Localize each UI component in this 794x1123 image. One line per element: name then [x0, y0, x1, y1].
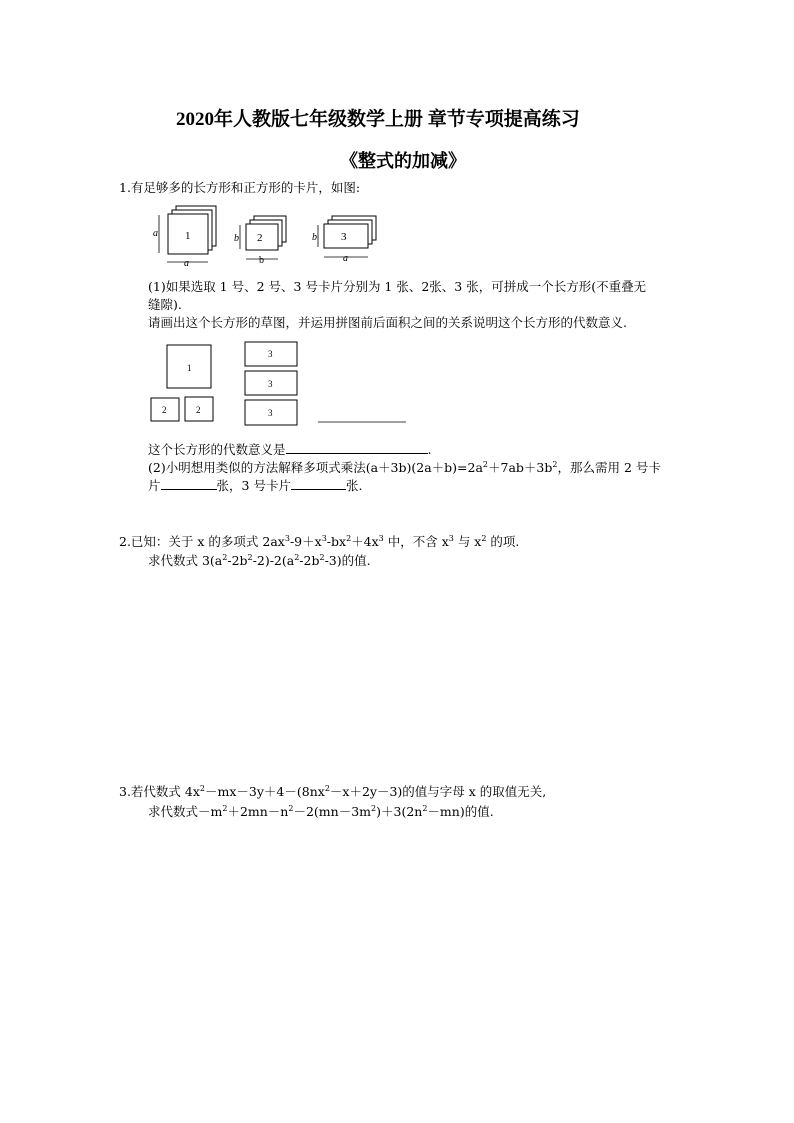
- card-1-side-a: a: [153, 228, 158, 239]
- q2-sup: 2: [346, 533, 352, 543]
- q2-stem: [119, 534, 519, 550]
- card-1-label: 1: [185, 230, 191, 242]
- q1-card3-count-blank[interactable]: [291, 478, 346, 490]
- card-1-bottom-a: a: [184, 258, 189, 269]
- card-2-bottom-b: b: [259, 255, 264, 266]
- q1-part1-line3: 请画出这个长方形的草图，并运用拼图前后面积之间的关系说明这个长方形的代数意义.: [148, 315, 627, 330]
- sketch-rect-3b-label: 3: [268, 379, 273, 389]
- q1-sketch-figure: [148, 340, 410, 430]
- q3-stem-part: －x＋2y－3)的值与字母 x 的取值无关,: [329, 784, 547, 799]
- sketch-rect-3a-label: 3: [268, 349, 273, 359]
- q2-ask-part: 求代数式 3(a: [148, 553, 223, 568]
- q2-sup: 2: [481, 533, 487, 543]
- q2-stem-part: 2.已知：关于 x 的多项式 2ax: [119, 534, 285, 549]
- q3-sup: 2: [199, 783, 205, 793]
- q1-cards-figure: [148, 203, 378, 269]
- q2-stem-part: -9＋x: [289, 534, 322, 549]
- page-subtitle: 《整式的加减》: [340, 151, 466, 171]
- q1-part2-post: ，那么需用 2 号卡: [557, 460, 661, 475]
- q1-meaning-blank[interactable]: [286, 442, 428, 454]
- card-1-stack: [168, 206, 216, 254]
- q3-sup: 2: [288, 803, 294, 813]
- card-2-side-b: b: [234, 233, 239, 244]
- q2-ask-part: -2b: [227, 553, 248, 568]
- q2-sup: 2: [294, 552, 300, 562]
- q1-part2-line2-a: 片: [148, 478, 161, 493]
- q2-sup: 3: [321, 533, 327, 543]
- q3-ask-part: －2(mn－3m: [293, 804, 372, 819]
- q2-sup: 2: [222, 552, 228, 562]
- q3-stem: [119, 784, 546, 800]
- q1-meaning-end: .: [427, 442, 432, 457]
- q2-ask-part: -3)的值.: [324, 553, 371, 568]
- q2-sup: 3: [284, 533, 290, 543]
- q1-part2-pre: (2)小明想用类似的方法解释多项式乘法(a＋3b)(2a＋b)=2a: [148, 460, 483, 475]
- q1-stem: 1.有足够多的长方形和正方形的卡片，如图:: [119, 180, 361, 195]
- q2-stem-part: ＋4x: [351, 534, 379, 549]
- q3-ask-part: －mn)的值.: [427, 804, 494, 819]
- q1-part2-line1: [148, 460, 661, 476]
- q1-part2-mid: ＋7ab＋3b: [488, 460, 553, 475]
- q1-part2-sup-a: 2: [482, 459, 489, 469]
- card-3-side-b: b: [312, 232, 317, 243]
- q1-meaning-label: 这个长方形的代数意义是: [148, 442, 286, 457]
- q2-ask: [148, 553, 371, 569]
- card-3-label: 3: [341, 231, 347, 243]
- sketch-square-1-label: 1: [187, 363, 192, 373]
- card-3-stack: [324, 216, 376, 248]
- q1-meaning-line: [148, 442, 432, 458]
- q2-stem-part: 与 x: [453, 534, 482, 549]
- q2-ask-part: -2b: [299, 553, 320, 568]
- page-title: 2020年人教版七年级数学上册 章节专项提高练习: [176, 109, 580, 130]
- sketch-rect-3c-label: 3: [268, 408, 273, 418]
- q3-sup: 2: [371, 803, 377, 813]
- q3-ask: [148, 804, 494, 820]
- q3-ask-part: )＋3(2n: [376, 804, 423, 819]
- q1-card2-count-blank[interactable]: [161, 478, 217, 490]
- q1-part2-line2-c: 张.: [345, 478, 363, 493]
- q1-part2-sup-b: 2: [552, 459, 558, 469]
- q2-sup: 2: [319, 552, 325, 562]
- q3-ask-part: 求代数式－m: [148, 804, 223, 819]
- q3-ask-part: ＋2mn－n: [227, 804, 289, 819]
- q3-sup: 2: [422, 803, 428, 813]
- q1-part2-line2-b: 张，3 号卡片: [216, 478, 291, 493]
- q3-stem-part: －mx－3y＋4－(8nx: [205, 784, 325, 799]
- q1-part1-line2: 缝隙).: [148, 297, 182, 312]
- q1-part2-line2: [148, 478, 362, 494]
- sketch-card-2a-label: 2: [162, 405, 167, 415]
- q2-sup: 3: [448, 533, 454, 543]
- q2-sup: 2: [247, 552, 253, 562]
- q2-ask-part: -2)-2(a: [252, 553, 295, 568]
- sketch-card-2b-label: 2: [196, 405, 201, 415]
- q2-stem-part: 的项.: [486, 534, 520, 549]
- q3-sup: 2: [222, 803, 228, 813]
- q3-sup: 2: [324, 783, 330, 793]
- card-2-stack: [246, 216, 286, 250]
- q1-part1-line1: (1)如果选取 1 号、2 号、3 号卡片分别为 1 张、2张、3 张，可拼成一个长方形(不重叠无: [148, 279, 647, 294]
- card-2-label: 2: [257, 232, 263, 244]
- q2-stem-part: -bx: [326, 534, 347, 549]
- q2-stem-part: 中，不含 x: [383, 534, 449, 549]
- q3-stem-part: 3.若代数式 4x: [119, 784, 200, 799]
- card-3-bottom-a: a: [343, 253, 348, 264]
- q2-sup: 3: [378, 533, 384, 543]
